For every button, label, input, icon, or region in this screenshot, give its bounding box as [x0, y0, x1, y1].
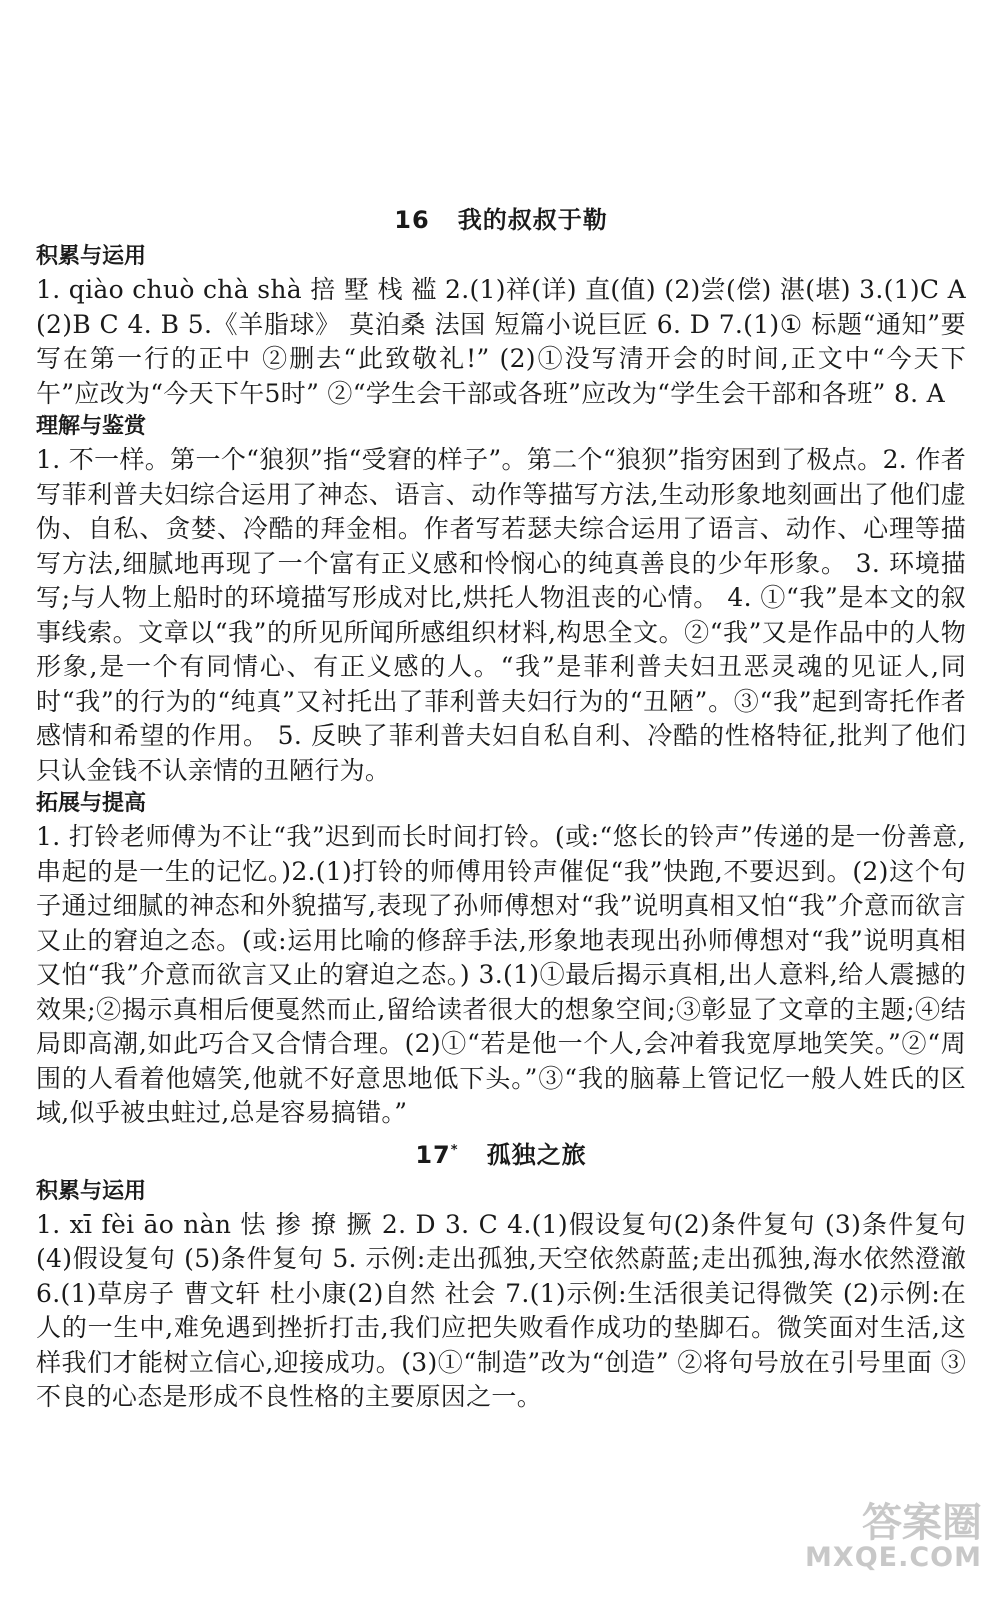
- answer-page: [36, 200, 966, 1415]
- section-heading: 拓展与提高: [36, 791, 147, 816]
- chapter-name: 我的叔叔于勒: [457, 206, 608, 234]
- watermark-url: MXQE.COM: [805, 1541, 982, 1573]
- section-text: 1. xī fèi āo nàn 怯 掺 撩 撅 2. D 3. C 4.(1)假设复句(2)条件复句 (3)条件复句 (4)假设复句 (5)条件复句 5. 示例:走出孤独,天空依然蔚蓝;走出孤独,海水依然澄澈 6.(1)草房子 曹文轩 杜小康(2)自然 社会 7.(1)示例:生活很美记得微笑 (2)示例:在人的一生中,难免遇到挫折打击,我们应把失败看作成功的垫脚石。微笑面对生活,这样我们才能树立信心,迎接成功。(3)①“制造”改为“创造” ②将句号放在引号里面 ③不良的心态是形成不良性格的主要原因之一。: [36, 1209, 966, 1411]
- chapter-name: 孤独之旅: [486, 1140, 587, 1169]
- chapter-title: [36, 1135, 966, 1170]
- watermark-logo: [805, 1499, 982, 1573]
- section-heading: 积累与运用: [36, 244, 147, 269]
- section-text: 1. 打铃老师傅为不让“我”迟到而长时间打铃。(或:“悠长的铃声”传递的是一份善意,串起的是一生的记忆。)2.(1)打铃的师傅用铃声催促“我”快跑,不要迟到。(2)这个句子通过细腻的神态和外貌描写,表现了孙师傅想对“我”说明真相又怕“我”介意而欲言又止的窘迫之态。(或:运用比喻的修辞手法,形象地表现出孙师傅想对“我”说明真相又怕“我”介意而欲言又止的窘迫之态。) 3.(1)①最后揭示真相,出人意料,给人震撼的效果;②揭示真相后便戛然而止,留给读者很大的想象空间;③彰显了文章的主题;④结局即高潮,如此巧合又合情合理。(2)①“若是他一个人,会冲着我宽厚地笑笑。”②“周围的人看着他嬉笑,他就不好意思地低下头。”③“我的脑幕上管记忆一般人姓氏的区域,似乎被虫蛀过,总是容易搞错。”: [36, 822, 966, 1127]
- section-text: 1. 不一样。第一个“狼狈”指“受窘的样子”。第二个“狼狈”指穷困到了极点。2. 作者写菲利普夫妇综合运用了神态、语言、动作等描写方法,生动形象地刻画出了他们虚伪、自私、贪婪、冷酷的拜金相。作者写若瑟夫综合运用了语言、动作、心理等描写方法,细腻地再现了一个富有正义感和怜悯心的纯真善良的少年形象。 3. 环境描写;与人物上船时的环境描写形成对比,烘托人物沮丧的心情。 4. ①“我”是本文的叙事线索。文章以“我”的所见所闻所感组织材料,构思全文。②“我”又是作品中的人物形象,是一个有同情心、有正义感的人。“我”是菲利普夫妇丑恶灵魂的见证人,同时“我”的行为的“纯真”又衬托出了菲利普夫妇行为的“丑陋”。③“我”起到寄托作者感情和希望的作用。 5. 反映了菲利普夫妇自私自利、冷酷的性格特征,批判了他们只认金钱不认亲情的丑陋行为。: [36, 445, 966, 785]
- chapter-marker: *: [450, 1142, 459, 1158]
- watermark-text: 答案圈: [862, 1499, 982, 1546]
- chapter-title: [36, 200, 966, 235]
- section-text: 1. qiào chuò chà shà 掊 墅 栈 褴 2.(1)祥(详) 直(值) (2)尝(偿) 湛(堪) 3.(1)C A (2)B C 4. B 5.《羊脂球》 莫泊桑 法国 短篇小说巨匠 6. D 7.(1)① 标题“通知”要写在第一行的正中 ②删去“此致敬礼!” (2)①没写清开会的时间,正文中“今天下午”应改为“今天下午5时” ②“学生会干部或各班”应改为“学生会干部和各班” 8. A: [36, 275, 966, 408]
- chapter-number: 17: [415, 1140, 451, 1169]
- chapter-number: 16: [394, 206, 430, 234]
- section-heading: 理解与鉴赏: [36, 414, 147, 439]
- section-heading: 积累与运用: [36, 1178, 147, 1204]
